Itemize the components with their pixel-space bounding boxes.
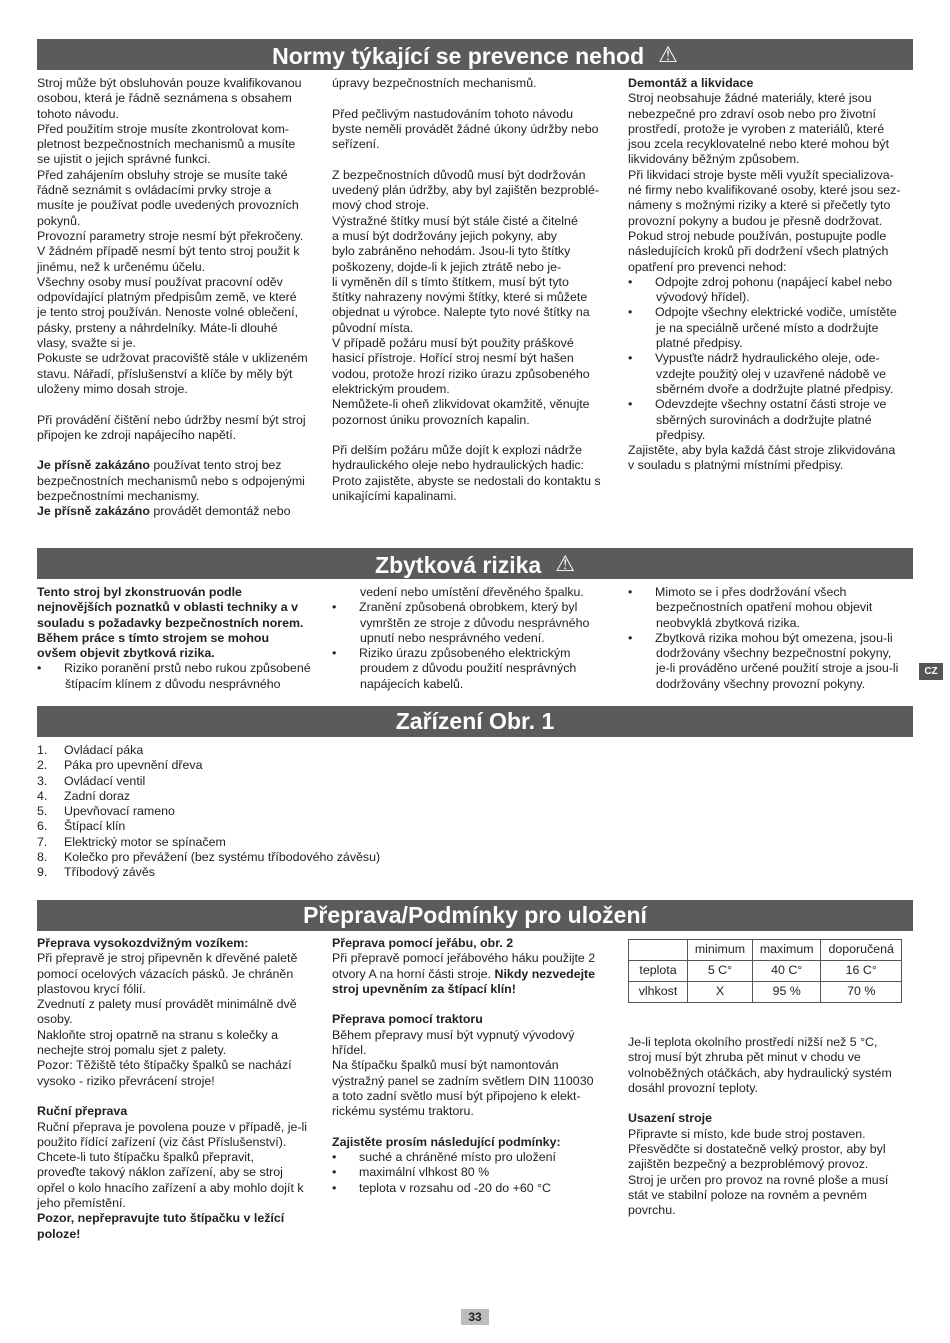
section-title: Zařízení Obr. 1: [395, 708, 555, 734]
text-line: jeho přemístění.: [37, 1196, 126, 1211]
tractor-heading: Přeprava pomocí traktoru: [332, 1012, 483, 1027]
s2-column-2: [332, 585, 622, 692]
s2-column-1: [37, 585, 327, 692]
text-line: mový chod stroje.: [332, 198, 430, 213]
text-line: poškozeny, dojde-li k jejich ztrátě nebo je-: [332, 259, 562, 274]
text-line: Stroj je určen pro provoz na rovné ploše a musí: [628, 1172, 889, 1187]
text-line: Zajistěte, aby byla každá část stroje zlikvidována: [628, 443, 896, 458]
placement-heading: Usazení stroje: [628, 1111, 713, 1126]
text-line: Pokud stroj nebude používán, postupujte podle: [628, 228, 887, 243]
text-line: pokynů.: [37, 213, 81, 228]
crane-text-line: Při přepravě pomocí jeřábového háku použijte 2: [332, 951, 596, 966]
text-line: Před zahájením obsluhy stroje se musíte také: [37, 167, 288, 182]
s4-column-2: [332, 936, 622, 1196]
table-header-cell: minimum: [688, 940, 753, 961]
text-line: stroj musí být zhruba pět minut v chodu ve: [628, 1050, 861, 1065]
table-cell: 40 C°: [752, 961, 820, 982]
bullet-item: vývodový hřídel).: [656, 290, 750, 305]
text-line: Tento stroj byl zkonstruován podle: [37, 585, 242, 599]
bullet-item: • Zranění způsobená obrobkem, který byl: [332, 600, 578, 615]
text-line: pletnost bezpečnostních mechanismů a musíte: [37, 137, 296, 152]
table-row: [629, 982, 902, 1003]
crane-text-line: otvory A na horní části stroje. Nikdy nezvedejte: [332, 966, 596, 981]
warning-triangle-icon: ⚠: [658, 42, 678, 67]
text-line: a musí být dodržovány jejich pokyny, aby: [332, 228, 557, 243]
table-header-cell: maximum: [752, 940, 820, 961]
bullet-item: předpisy.: [656, 427, 706, 442]
text-line: řádně seznámit s ovládacími prvky stroje a: [37, 183, 272, 198]
text-line: Provozní parametry stroje nesmí být překročeny.: [37, 228, 304, 243]
text-line: tohoto návodu.: [37, 106, 119, 121]
text-line: nejnovějších poznatků v oblasti techniky a v: [37, 600, 298, 615]
section-title: Zbytková rizika: [375, 552, 542, 578]
bullet-item: bezpečnostních opatření mohou objevit: [656, 600, 873, 615]
text-line: provozní pokyny a budou je přesně dodržovat.: [628, 213, 883, 228]
list-item: 1. Ovládací páka: [37, 743, 144, 757]
text-line: se ujistit o jejich správné funkci.: [37, 152, 211, 167]
text-line: v souladu s platnými místními předpisy.: [628, 458, 844, 473]
bullet-icon: •: [332, 1180, 337, 1195]
table-cell: 95 %: [752, 982, 820, 1003]
bullet-icon: •: [37, 661, 42, 676]
bullet-icon: •: [628, 305, 633, 320]
bullet-item: napájecích kabelů.: [360, 676, 464, 691]
text-line: byste neměli provádět žádné úkony údržby nebo: [332, 121, 599, 136]
text-line: Přesvědčte si dostatečně velký prostor, aby byl: [628, 1142, 886, 1157]
text-line: opatření pro prevenci nehod:: [628, 259, 787, 274]
bullet-icon: •: [628, 630, 633, 645]
text-line: bezpečnostními mechanismy.: [37, 489, 200, 504]
crane-heading: Přeprava pomocí jeřábu, obr. 2: [332, 936, 514, 950]
text-line: použito řídící zařízení (viz část Příslušenství).: [37, 1134, 287, 1149]
text-line: ovšem objevit zbytková rizika.: [37, 646, 215, 661]
text-line: vlasy, svažte si je.: [37, 336, 136, 351]
bullet-item: • Riziko poranění prstů nebo rukou způsobené: [37, 661, 311, 676]
bullet-item: je na speciálně určené místo a dodržujte: [656, 320, 879, 335]
bullet-item: • Odevzdejte všechny ostatní části stroje ve: [628, 397, 887, 412]
text-line: povrchu.: [628, 1203, 676, 1218]
s4-column-3: [628, 939, 913, 1219]
text-line: Proto zajistěte, abyste se nedostali do kontaktu s: [332, 473, 601, 488]
bullet-item: vymrštěn ze stroje z důvodu nesprávného: [360, 615, 590, 630]
page-number: 33: [461, 1309, 489, 1325]
bullet-item: proudem z důvodu použití nesprávných: [360, 661, 577, 676]
text-line: pozornost úniku provozních kapalin.: [332, 412, 530, 427]
bullet-item: • Odpojte zdroj pohonu (napájecí kabel nebo: [628, 274, 892, 289]
section-header-zarizeni: [37, 706, 913, 737]
bullet-item: • Mimoto se i přes dodržování všech: [628, 585, 847, 599]
text-line: Při přepravě je stroj připevněn k dřevěné paletě: [37, 951, 298, 966]
s1-column-1: [37, 76, 327, 520]
s4-column-1: [37, 936, 327, 1242]
text-line: jinému, než k určenému účelu.: [37, 259, 206, 274]
language-tab: CZ: [919, 663, 943, 680]
text-line: V žádném případě nesmí být tento stroj použit k: [37, 244, 300, 259]
crane-text-line: stroj upevněním za štípací klín!: [332, 981, 516, 996]
text-line: připojen ke zdroji napájecího napětí.: [37, 427, 237, 442]
list-item: 2. Páka pro upevnění dřeva: [37, 758, 203, 773]
text-line: Je přísně zakázáno používat tento stroj bez: [37, 458, 282, 473]
text-line: Před pečlivým nastudováním tohoto návodu: [332, 106, 574, 121]
text-line: vysoko - riziko převrácení stroje!: [37, 1073, 215, 1088]
table-header-cell: [629, 940, 688, 961]
text-line: li vyměněn díl s tímto štítkem, musí být tyto: [332, 274, 569, 289]
text-line: likvidovány běžným způsobem.: [628, 152, 800, 167]
text-line: hřídel.: [332, 1043, 367, 1058]
text-line: výstražný panel se zadním světlem DIN 110030: [332, 1073, 594, 1088]
text-line: Připravte si místo, kde bude stroj postaven.: [628, 1126, 866, 1141]
text-line: elektrickým proudem.: [332, 381, 450, 396]
text-line: stát ve stabilní poloze na rovném a pevném: [628, 1187, 867, 1202]
text-line: jsou zcela recyklovatelné nebo které mohou být: [628, 137, 890, 152]
text-line: Během přepravy musí být vypnutý vývodový: [332, 1027, 575, 1042]
text-line: Zvednutí z palety musí provádět minimálně dvě: [37, 997, 297, 1012]
text-line: uloženy mimo dosah stroje.: [37, 381, 188, 396]
table-header-cell: doporučená: [821, 940, 902, 961]
bullet-item: sběrných surovinách a dodržujte platné: [656, 412, 872, 427]
bullet-icon: •: [332, 646, 337, 661]
text-line: Během práce s tímto strojem se mohou: [37, 630, 270, 645]
table-cell: 16 C°: [821, 961, 902, 982]
text-line: Pokuste se udržovat pracoviště stále v uklizeném: [37, 351, 308, 366]
text-line: bylo zabráněno nehodám. Jsou-li tyto štítky: [332, 244, 571, 259]
bullet-item: sběrném dvoře a dodržujte platné předpisy.: [656, 381, 894, 396]
warning-triangle-icon: ⚠: [555, 551, 575, 576]
text-line: seřízení.: [332, 137, 380, 152]
text-line: Nakloňte stroj opatrně na stranu s kolečky a: [37, 1027, 279, 1042]
text-line: Všechny osoby musí používat pracovní oděv: [37, 274, 283, 289]
manual-transport-heading: Ruční přeprava: [37, 1104, 128, 1119]
s1-column-2: [332, 76, 622, 504]
text-line: je tento stroj používán. Nenoste volné oblečení,: [37, 305, 299, 320]
s1-column-3: [628, 76, 913, 474]
text-line: plastovou krycí fólií.: [37, 981, 146, 996]
s2-column-3: [628, 585, 918, 692]
bullet-icon: •: [332, 600, 337, 615]
text-line: námeny s možnými riziky a které si přečetly tyto: [628, 198, 891, 213]
text-line: osoby.: [37, 1012, 73, 1027]
bullet-item: • Vypusťte nádrž hydraulického oleje, ode-: [628, 351, 880, 366]
conditions-heading: Zajistěte prosím následující podmínky:: [332, 1134, 561, 1149]
bullet-item: • Zbytková rizika mohou být omezena, jsou-li: [628, 630, 893, 645]
section-header-prevence: [37, 39, 913, 70]
bullet-icon: •: [628, 397, 633, 412]
text-line: Stroj neobsahuje žádné materiály, které jsou: [628, 91, 872, 106]
text-line: Je-li teplota okolního prostředí nižší než 5 °C,: [628, 1035, 878, 1049]
text-line: V případě požáru musí být použity práškové: [332, 336, 574, 351]
section-title: Přeprava/Podmínky pro uložení: [303, 902, 647, 928]
text-line: Chcete-li tuto štípačku špalků přepravit,: [37, 1150, 254, 1165]
text-line: původní místa.: [332, 320, 414, 335]
text-line: Stroj může být obsluhován pouze kvalifikovanou: [37, 76, 302, 90]
text-line: musíte je používat podle uvedených provozních: [37, 198, 299, 213]
section-header-preprava: [37, 900, 913, 931]
bullet-item: vzdejte použitý olej v uzavřené nádobě ve: [656, 366, 887, 381]
table-cell: 70 %: [821, 982, 902, 1003]
list-item: 7. Elektrický motor se spínačem: [37, 834, 226, 849]
table-cell: teplota: [629, 961, 688, 982]
bullet-item: dodržovány všechny bezpečnostní pokyny,: [656, 646, 892, 661]
text-line: štítky nahrazeny novými štítky, které si můžete: [332, 290, 588, 305]
text-line: vodou, protože hrozí riziko úrazu způsobeného: [332, 366, 590, 381]
bullet-icon: •: [628, 274, 633, 289]
text-line: unikajícími kapalinami.: [332, 489, 457, 504]
storage-conditions-table: [628, 939, 902, 1003]
table-header-row: [629, 940, 902, 961]
bullet-item: • Odpojte všechny elektrické vodiče, umístěte: [628, 305, 897, 320]
bullet-icon: •: [332, 1150, 337, 1165]
text-line: odpovídající platným předpisům země, ve které: [37, 290, 297, 305]
parts-list: [37, 743, 637, 881]
text-line: Před použitím stroje musíte zkontrolovat kom-: [37, 121, 290, 136]
bullet-icon: •: [332, 1165, 337, 1180]
text-line: Je přísně zakázáno provádět demontáž nebo: [37, 504, 291, 519]
text-line: následujících kroků při dodržení všech platných: [628, 244, 889, 259]
bullet-item: upnutí nebo nesprávného vedení.: [360, 630, 545, 645]
forklift-heading: Přeprava vysokozdvižným vozíkem:: [37, 936, 249, 950]
bullet-item: • suché a chráněné místo pro uložení: [332, 1150, 556, 1165]
text-line: Výstražné štítky musí být stále čisté a čitelné: [332, 213, 578, 228]
text-line: rickému systému traktoru.: [332, 1104, 474, 1119]
bullet-item: je-li prováděno určené použití stroje a jsou-li: [656, 661, 899, 676]
bullet-item: • teplota v rozsahu od -20 do +60 °C: [332, 1180, 551, 1195]
bullet-item: platné předpisy.: [656, 336, 743, 351]
text-line: Z bezpečnostních důvodů musí být dodržován: [332, 167, 586, 182]
bullet-item: neobvyklá zbytková rizika.: [656, 615, 800, 630]
text-line: objednat u výrobce. Nalepte tyto nové štítky na: [332, 305, 590, 320]
text-line: stavu. Nářadí, příslušenství a klíče by měly být: [37, 366, 293, 381]
bullet-item: • Riziko úrazu způsobeného elektrickým: [332, 646, 571, 661]
list-item: 6. Štípací klín: [37, 819, 126, 834]
text-line: prostředí, protože je vyroben z materiálů, které: [628, 121, 885, 136]
bullet-item: • maximální vlhkost 80 %: [332, 1165, 490, 1180]
text-line: Na štípačku špalků musí být namontován: [332, 1058, 559, 1073]
text-line: Ruční přeprava je povolena pouze v případě, je-li: [37, 1119, 308, 1134]
text-line: pomocí ocelových vázacích pásků. Je chráněn: [37, 966, 294, 981]
table-row: [629, 961, 902, 982]
text-line: zajištěn bezpečný a bezproblémový provoz.: [628, 1157, 869, 1172]
list-item: 4. Zadní doraz: [37, 788, 131, 803]
text-line: Nemůžete-li oheň zlikvidovat okamžitě, věnujte: [332, 397, 590, 412]
text-line: opřel o kolo hnacího zařízení a aby mohlo dojít k: [37, 1180, 304, 1195]
table-cell: vlhkost: [629, 982, 688, 1003]
text-line: nechejte stroj pomalu sjet z palety.: [37, 1043, 227, 1058]
text-line: volnoběžných otáčkách, aby hydraulický systém: [628, 1065, 892, 1080]
list-item: 5. Upevňovací rameno: [37, 804, 175, 819]
s1-c3-heading: Demontáž a likvidace: [628, 76, 754, 90]
text-line: hydraulického oleje nebo hydraulických hadic:: [332, 458, 585, 473]
table-cell: 5 C°: [688, 961, 753, 982]
section-title: Normy týkající se prevence nehod: [272, 43, 645, 69]
text-line: souladu s požadavky bezpečnostních norem.: [37, 615, 304, 630]
text-line: né firmy nebo kvalifikované osoby, které jsou sez-: [628, 183, 901, 198]
bullet-item: dodržovány všechny provozní pokyny.: [656, 676, 866, 691]
bullet-item: štípacím klínem z důvodu nesprávného: [65, 676, 281, 691]
text-line: úpravy bezpečnostních mechanismů.: [332, 76, 537, 90]
text-line: Při provádění čištění nebo údržby nesmí být stroj: [37, 412, 306, 427]
text-line: bezpečnostních mechanismů nebo s odpojenými: [37, 473, 305, 488]
text-line: pásky, prsteny a náhrdelníky. Máte-li dlouhé: [37, 320, 278, 335]
text-line: Pozor: Těžiště této štípačky špalků se nachází: [37, 1058, 292, 1073]
list-item: 8. Kolečko pro převážení (bez systému tříbodového závěsu): [37, 850, 381, 865]
bullet-icon: •: [628, 585, 633, 599]
text-line: uvedený plán údržby, aby byl zajištěn bezproblé-: [332, 183, 600, 198]
text-line: a toto zadní světlo musí být připojeno k elekt-: [332, 1088, 581, 1103]
text-line: proveďte takový náklon zařízení, aby se stroj: [37, 1165, 283, 1180]
list-item: 9. Tříbodový závěs: [37, 865, 155, 880]
text-line: hasicí přístroje. Hořící stroj nesmí být hašen: [332, 351, 574, 366]
text-line: dosáhl provozní teploty.: [628, 1080, 758, 1095]
text-line: vedení nebo umístění dřevěného špalku.: [360, 585, 584, 599]
text-line: Při likvidaci stroje byste měli využít specializova-: [628, 167, 894, 182]
section-header-zbytkova-rizika: [37, 548, 913, 579]
table-cell: X: [688, 982, 753, 1003]
warning-text: Pozor, nepřepravujte tuto štípačku v ležící: [37, 1211, 285, 1226]
text-line: Při delším požáru může dojít k explozi nádrže: [332, 443, 582, 458]
text-line: nebezpečné pro zdraví osob nebo pro životní: [628, 106, 876, 121]
bullet-icon: •: [628, 351, 633, 366]
warning-text: poloze!: [37, 1226, 81, 1241]
list-item: 3. Ovládací ventil: [37, 773, 146, 788]
text-line: osobou, která je řádně seznámena s obsahem: [37, 91, 292, 106]
